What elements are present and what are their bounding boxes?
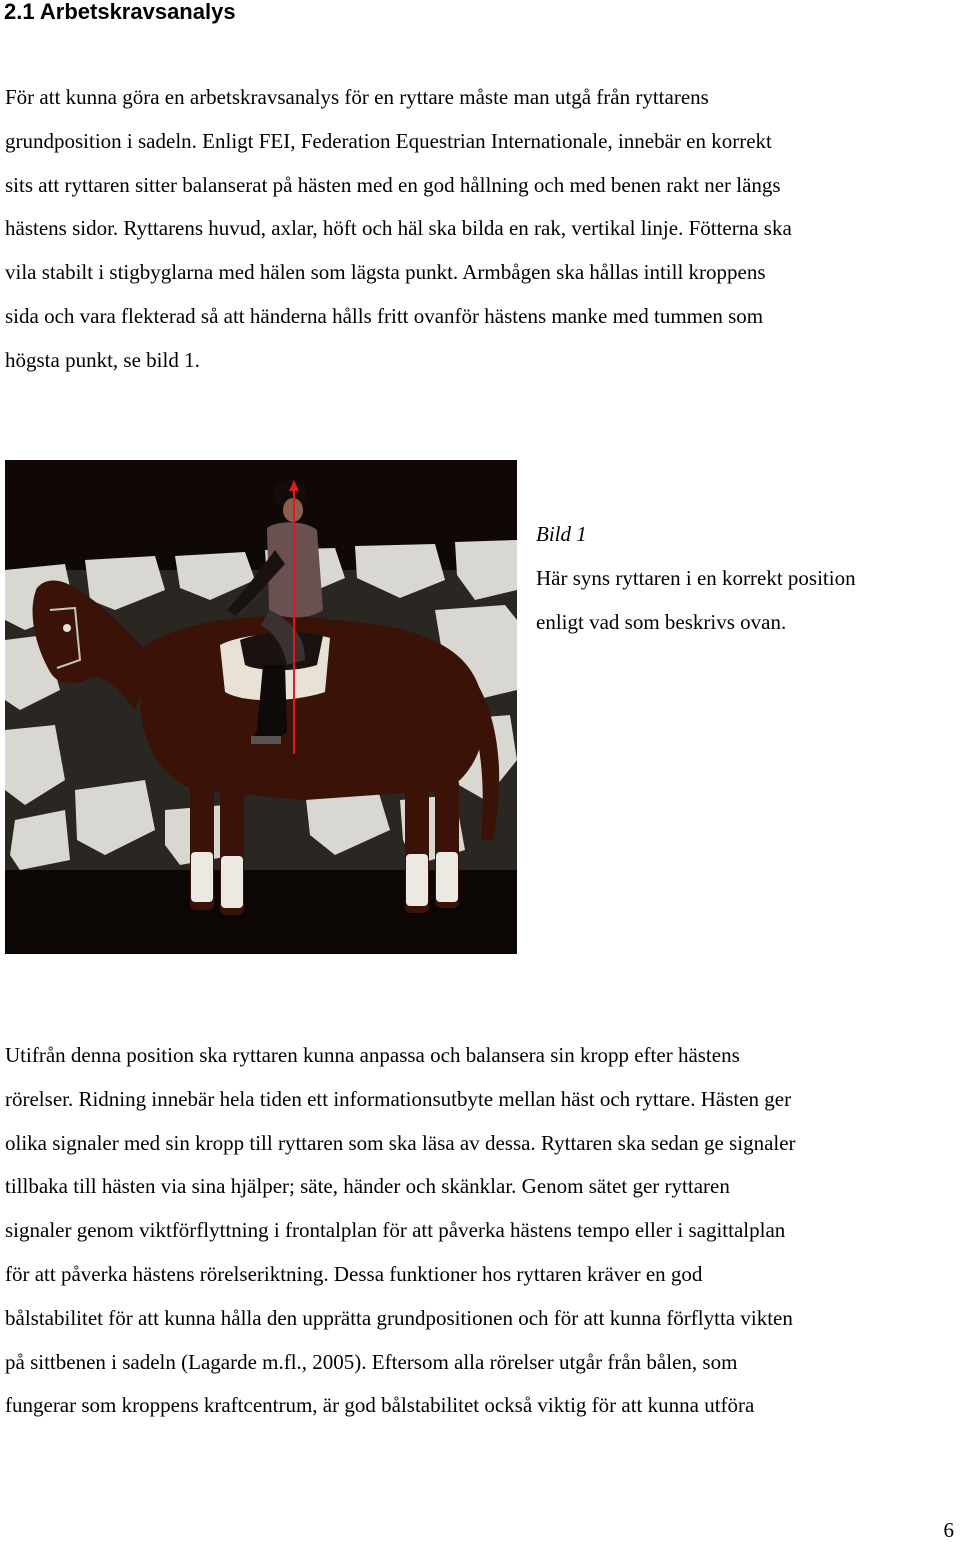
- text-line: högsta punkt, se bild 1.: [5, 347, 200, 372]
- text-line: För att kunna göra en arbetskravsanalys för en ryttare måste man utgå från ryttarens: [5, 85, 709, 109]
- text-line: sits att ryttaren sitter balanserat på hästen med en god hållning och med benen rakt ner längs: [5, 172, 781, 197]
- rider-photo: [5, 460, 517, 954]
- paragraph-body: [5, 1034, 960, 1428]
- text-line: Utifrån denna position ska ryttaren kunna anpassa och balansera sin kropp efter hästens: [5, 1043, 740, 1067]
- horse-and-rider-illustration: [5, 460, 517, 954]
- text-line: signaler genom viktförflyttning i frontalplan för att påverka hästens tempo eller i sagittalplan: [5, 1218, 786, 1243]
- text-line: rörelser. Ridning innebär hela tiden ett informationsutbyte mellan häst och ryttare. Hästen ger: [5, 1086, 792, 1111]
- text-line: olika signaler med sin kropp till ryttaren som ska läsa av dessa. Ryttaren ska sedan ge signaler: [5, 1130, 796, 1155]
- caption-line: Här syns ryttaren i en korrekt position: [536, 566, 856, 590]
- text-line: på sittbenen i sadeln (Lagarde m.fl., 2005). Eftersom alla rörelser utgår från bålen, som: [5, 1349, 738, 1374]
- text-line: bålstabilitet för att kunna hålla den upprätta grundpositionen och för att kunna förflytta vikten: [5, 1305, 793, 1330]
- text-line: fungerar som kroppens kraftcentrum, är god bålstabilitet också viktig för att kunna utföra: [5, 1393, 755, 1418]
- page-number: 6: [943, 1518, 954, 1542]
- text-line: för att påverka hästens rörelseriktning. Dessa funktioner hos ryttaren kräver en god: [5, 1261, 703, 1286]
- text-line: tillbaka till hästen via sina hjälper; säte, händer och skänklar. Genom sätet ger ryttaren: [5, 1174, 730, 1199]
- figure-caption: [536, 512, 956, 644]
- caption-title: Bild 1: [536, 522, 587, 546]
- section-heading: 2.1 Arbetskravsanalys: [4, 0, 236, 24]
- text-line: sida och vara flekterad så att händerna hålls fritt ovanför hästens manke med tummen som: [5, 303, 764, 328]
- paragraph-intro: [5, 76, 960, 383]
- text-line: hästens sidor. Ryttarens huvud, axlar, höft och häl ska bilda en rak, vertikal linje. Fötterna ska: [5, 216, 792, 241]
- text-line: vila stabilt i stigbyglarna med hälen som lägsta punkt. Armbågen ska hållas intill kroppens: [5, 260, 766, 285]
- text-line: grundposition i sadeln. Enligt FEI, Federation Equestrian Internationale, innebär en korrekt: [5, 128, 772, 153]
- caption-line: enligt vad som beskrivs ovan.: [536, 610, 787, 634]
